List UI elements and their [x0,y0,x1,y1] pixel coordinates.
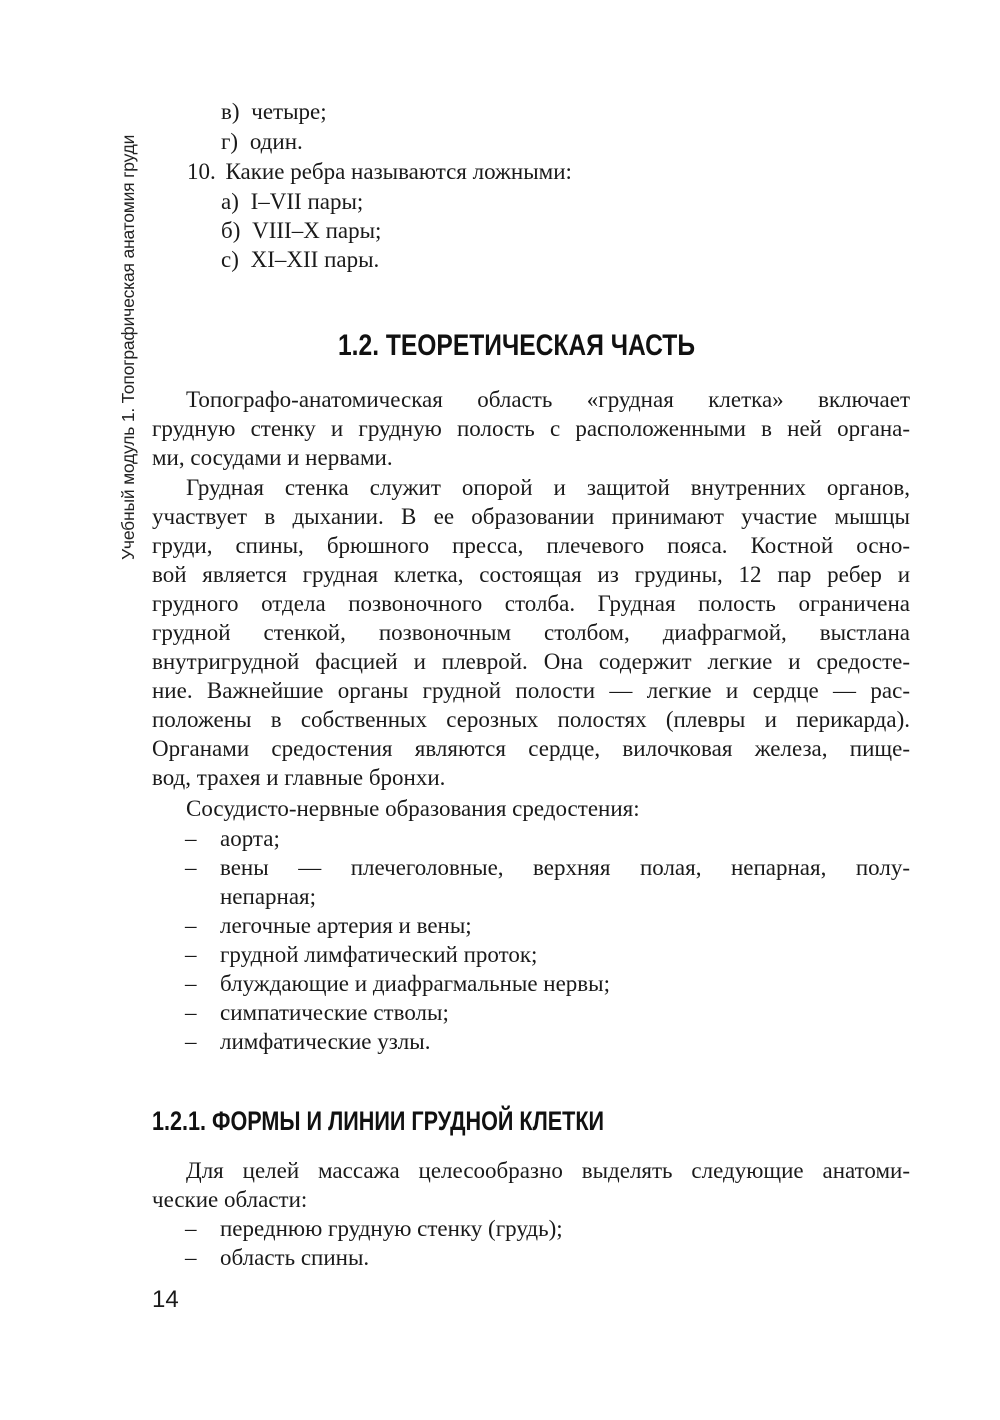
option-letter: в) [221,99,240,124]
option-letter: б) [221,218,241,243]
page-number: 14 [152,1286,179,1313]
list-item-veins: вены — плечеголовные, верхняя полая, непарная, полу- [220,855,910,880]
quiz-option-b [221,217,381,245]
paragraph-3-line-1: Для целей массажа целесообразно выделять следующие анатоми- [186,1158,910,1183]
option-text: VIII–X пары; [252,218,382,243]
areas-item-back: область спины. [220,1245,370,1270]
paragraph-2-line-11: вод, трахея и главные бронхи. [152,765,446,790]
list-intro: Сосудисто-нервные образования средостения: [186,796,640,821]
paragraph-2-line-5: грудного отдела позвоночного столба. Грудная полость ограничена [152,591,910,616]
list-dash: – [185,971,197,996]
list-dash: – [185,942,197,967]
paragraph-1-line-2: грудную стенку и грудную полость с расположенными в ней органа- [152,416,910,441]
question-text: Какие ребра называются ложными: [225,159,572,184]
paragraph-2-line-6: грудной стенкой, позвоночным столбом, диафрагмой, выстлана [152,620,910,645]
option-text: I–VII пары; [250,189,364,214]
paragraph-2-line-3: груди, спины, брюшного пресса, плечевого пояса. Костной осно- [152,533,910,558]
paragraph-2-line-4: вой является грудная клетка, состоящая из грудины, 12 пар ребер и [152,562,910,587]
quiz-option-v [221,98,327,126]
list-dash: – [185,913,197,938]
option-text: XI–XII пары. [250,247,380,272]
quiz-option-g [221,128,303,156]
list-item-thoracic-duct: грудной лимфатический проток; [220,942,538,967]
paragraph-2-line-8: ние. Важнейшие органы грудной полости — легкие и сердце — рас- [152,678,910,703]
list-dash: – [185,826,197,851]
paragraph-1-line-1: Топографо-анатомическая область «грудная клетка» включает [186,387,910,412]
list-dash: – [185,1216,197,1241]
paragraph-2-line-9: положены в собственных серозных полостях (плевры и перикарда). [152,707,910,732]
list-dash: – [185,1000,197,1025]
areas-item-chest: переднюю грудную стенку (грудь); [220,1216,563,1241]
section-title: 1.2. ТЕОРЕТИЧЕСКАЯ ЧАСТЬ [338,329,696,362]
list-item-pulmonary: легочные артерия и вены; [220,913,472,938]
paragraph-2-line-2: участвует в дыхании. В ее образовании принимают участие мышцы [152,504,910,529]
list-item-lymph-nodes: лимфатические узлы. [220,1029,431,1054]
paragraph-2-line-10: Органами средостения являются сердце, вилочковая железа, пище- [152,736,910,761]
quiz-question-10 [187,158,572,186]
running-header: Учебный модуль 1. Топографическая анатомия груди [118,134,138,560]
paragraph-2-line-7: внутригрудной фасцией и плеврой. Она содержит легкие и средосте- [152,649,910,674]
subsection-title: 1.2.1. ФОРМЫ И ЛИНИИ ГРУДНОЙ КЛЕТКИ [152,1106,605,1136]
list-dash: – [185,855,197,880]
list-item-nerves: блуждающие и диафрагмальные нервы; [220,971,611,996]
paragraph-2-line-1: Грудная стенка служит опорой и защитой внутренних органов, [186,475,910,500]
question-number: 10. [187,159,216,184]
option-letter: г) [221,129,239,154]
quiz-option-a [221,188,363,216]
option-letter: с) [221,247,239,272]
list-item-sympathetic: симпатические стволы; [220,1000,449,1025]
option-text: один. [249,129,303,154]
list-item-veins-cont: непарная; [220,884,317,909]
option-text: четыре; [251,99,327,124]
quiz-option-c [221,246,379,274]
paragraph-1-line-3: ми, сосудами и нервами. [152,445,393,470]
paragraph-3-line-2: ческие области: [152,1187,308,1212]
list-dash: – [185,1029,197,1054]
list-item-aorta: аорта; [220,826,280,851]
list-dash: – [185,1245,197,1270]
option-letter: а) [221,189,239,214]
